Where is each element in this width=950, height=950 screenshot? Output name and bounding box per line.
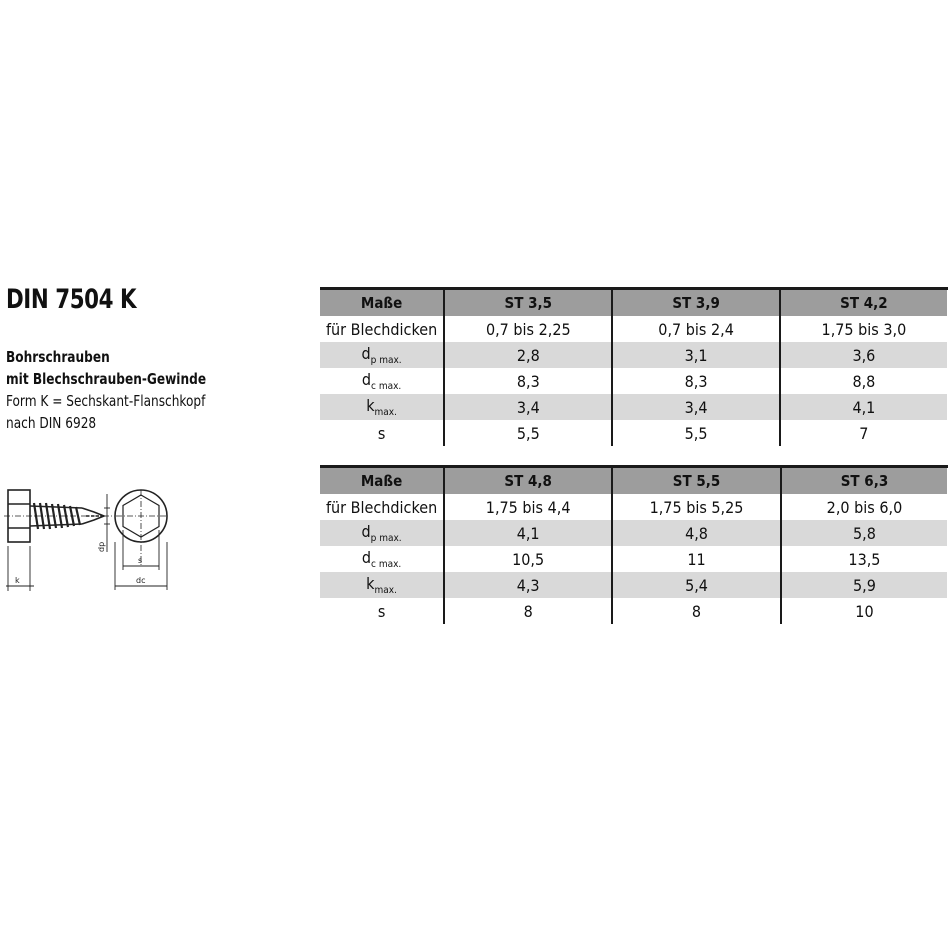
table-cell: 8,8 xyxy=(780,368,948,394)
table-row xyxy=(320,420,948,446)
drawing-label-s: s xyxy=(138,556,143,565)
table-cell: 0,7 bis 2,25 xyxy=(444,316,612,342)
drawing-label-dc: dc xyxy=(136,576,146,585)
row-label: für Blechdicken xyxy=(320,494,444,520)
table-cell: 0,7 bis 2,4 xyxy=(612,316,779,342)
table-cell: 10 xyxy=(781,598,948,624)
row-label: s xyxy=(320,598,444,624)
table-cell: 10,5 xyxy=(444,546,612,572)
row-label: für Blechdicken xyxy=(320,316,444,342)
table-row xyxy=(320,368,948,394)
page-title: DIN 7504 K xyxy=(6,284,137,315)
col-header-size: ST 4,2 xyxy=(780,289,948,317)
table-cell: 5,9 xyxy=(781,572,948,598)
table-cell: 13,5 xyxy=(781,546,948,572)
table-cell: 2,8 xyxy=(444,342,612,368)
table-cell: 5,5 xyxy=(444,420,612,446)
table-cell: 2,0 bis 6,0 xyxy=(781,494,948,520)
table-row xyxy=(320,494,948,520)
row-label: $d_{c max.}$ xyxy=(320,546,444,572)
table-cell: 4,1 xyxy=(780,394,948,420)
table-row xyxy=(320,316,948,342)
table-row xyxy=(320,520,948,546)
row-label: $k_{max.}$ xyxy=(320,394,444,420)
row-label: $d_{p max.}$ xyxy=(320,520,444,546)
dimensions-table-2 xyxy=(320,465,948,624)
table-cell: 5,5 xyxy=(612,420,779,446)
table-cell: 3,4 xyxy=(612,394,779,420)
dimensions-table-1 xyxy=(320,287,948,446)
col-header-size: ST 3,5 xyxy=(444,289,612,317)
row-label: $d_{c max.}$ xyxy=(320,368,444,394)
col-header-size: ST 6,3 xyxy=(781,467,948,495)
table-header-row xyxy=(320,467,948,495)
table-cell: 8 xyxy=(444,598,612,624)
col-header-masse: Maße xyxy=(320,289,444,317)
row-label: s xyxy=(320,420,444,446)
table-cell: 7 xyxy=(780,420,948,446)
table-row xyxy=(320,572,948,598)
row-label: $d_{p max.}$ xyxy=(320,342,444,368)
table-cell: 8,3 xyxy=(612,368,779,394)
table-header-row xyxy=(320,289,948,317)
description-line-1: Bohrschrauben xyxy=(6,348,110,366)
table-cell: 5,8 xyxy=(781,520,948,546)
col-header-size: ST 5,5 xyxy=(612,467,781,495)
drawing-label-dp: dp xyxy=(97,541,106,552)
table-row xyxy=(320,342,948,368)
screw-technical-drawing xyxy=(4,486,169,596)
col-header-size: ST 3,9 xyxy=(612,289,779,317)
description-line-4: nach DIN 6928 xyxy=(6,414,97,432)
table-cell: 3,4 xyxy=(444,394,612,420)
table-cell: 11 xyxy=(612,546,781,572)
table-cell: 1,75 bis 4,4 xyxy=(444,494,612,520)
col-header-masse: Maße xyxy=(320,467,444,495)
row-label: $k_{max.}$ xyxy=(320,572,444,598)
table-cell: 4,8 xyxy=(612,520,781,546)
table-cell: 8,3 xyxy=(444,368,612,394)
table-cell: 1,75 bis 3,0 xyxy=(780,316,948,342)
drawing-label-k: k xyxy=(15,576,20,585)
table-cell: 8 xyxy=(612,598,781,624)
product-description xyxy=(6,346,228,434)
table-cell: 3,6 xyxy=(780,342,948,368)
col-header-size: ST 4,8 xyxy=(444,467,612,495)
table-cell: 5,4 xyxy=(612,572,781,598)
table-cell: 1,75 bis 5,25 xyxy=(612,494,781,520)
table-cell: 4,1 xyxy=(444,520,612,546)
table-row xyxy=(320,394,948,420)
table-row xyxy=(320,598,948,624)
description-line-3: Form K = Sechskant-Flanschkopf xyxy=(6,392,206,410)
table-cell: 4,3 xyxy=(444,572,612,598)
description-line-2: mit Blechschrauben-Gewinde xyxy=(6,370,207,388)
table-row xyxy=(320,546,948,572)
table-cell: 3,1 xyxy=(612,342,779,368)
